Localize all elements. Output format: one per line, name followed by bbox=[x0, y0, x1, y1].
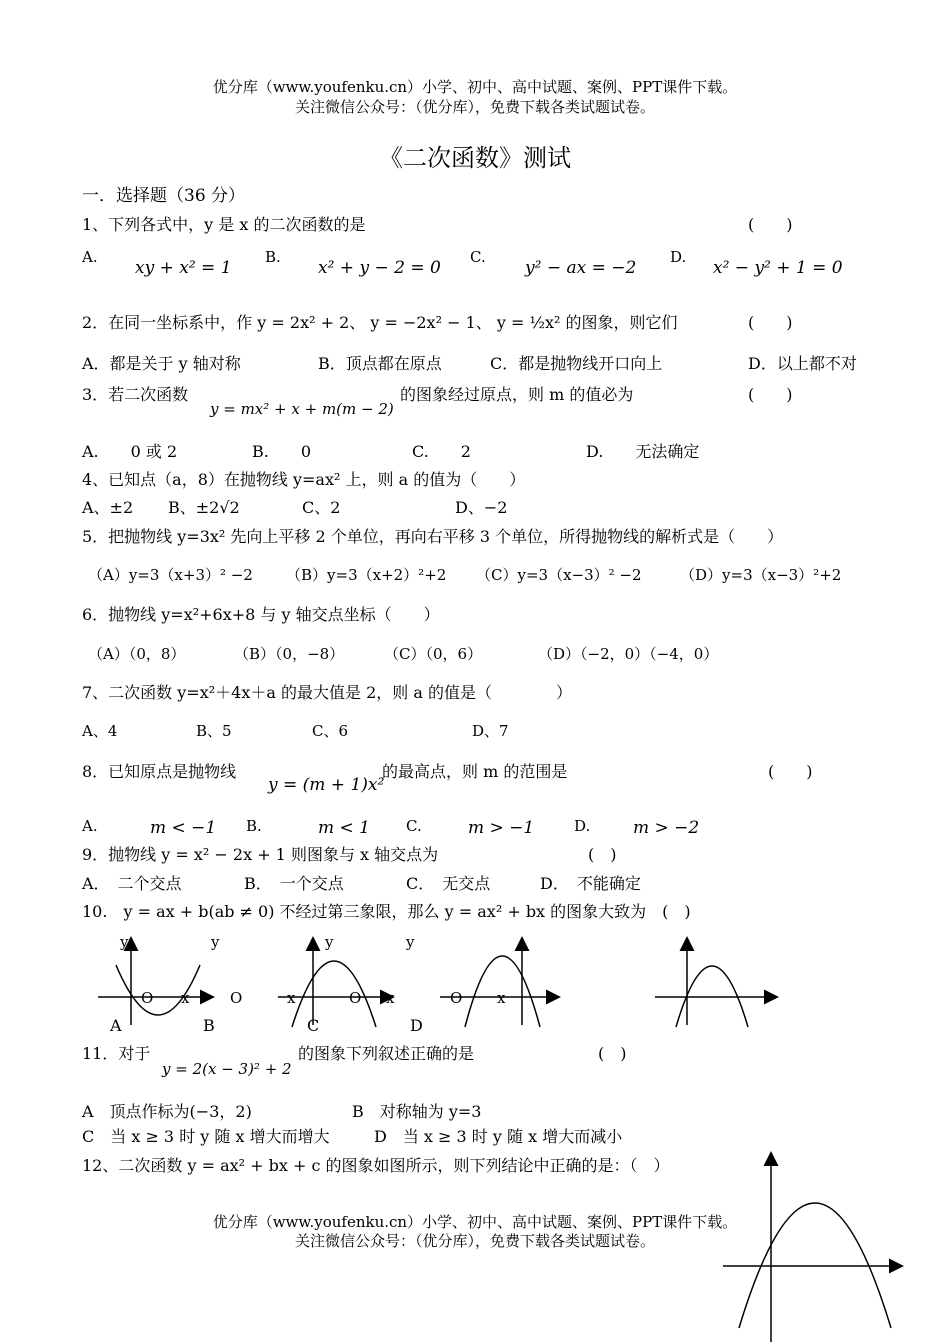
q3-option-a: A. 0 或 2 bbox=[82, 442, 178, 461]
q6-option-b: （B）（0，−8） bbox=[234, 645, 345, 663]
label-o: O bbox=[141, 989, 154, 1007]
q4-option-d: D、−2 bbox=[455, 498, 508, 517]
q11-stem: 11．对于 bbox=[82, 1044, 151, 1063]
q3-blank: ( ) bbox=[748, 385, 793, 404]
q9-option-c: C． 无交点 bbox=[406, 874, 491, 893]
label-x: x bbox=[181, 989, 190, 1007]
q8-tail: 的最高点，则 m 的范围是 bbox=[382, 762, 568, 781]
q9-option-a: A． 二个交点 bbox=[82, 874, 182, 893]
q10-stem: 10. y = ax + b(ab ≠ 0) 不经过第三象限，那么 y = ax² + bx 的图象大致为 ( ) bbox=[82, 902, 691, 921]
label-y: y bbox=[325, 933, 334, 951]
footer-line-1: 优分库（www.youfenku.cn）小学、初中、高中试题、案例、PPT课件下载。 bbox=[212, 1213, 738, 1231]
q10-graph-c bbox=[307, 933, 558, 1035]
q8-label-c: C. bbox=[406, 817, 422, 835]
label-o: O bbox=[349, 989, 362, 1007]
q8-label-b: B. bbox=[246, 817, 262, 835]
q8-expr-b: m < 1 bbox=[318, 818, 370, 838]
q10-graphs bbox=[0, 925, 950, 1040]
q3-expr: y = mx² + x + m(m − 2) bbox=[210, 400, 394, 418]
q8-expr: y = (m + 1)x² bbox=[268, 775, 385, 795]
choice-c: C bbox=[307, 1016, 320, 1035]
q1-expr-d: x² − y² + 1 = 0 bbox=[713, 258, 843, 278]
q1-blank: ( ) bbox=[748, 215, 793, 234]
q11-option-d: D 当 x ≥ 3 时 y 随 x 增大而减小 bbox=[374, 1127, 623, 1146]
label-x: x bbox=[287, 989, 296, 1007]
q8-expr-a: m < −1 bbox=[150, 818, 217, 838]
q5-option-c: （C）y=3（x−3）² −2 bbox=[476, 566, 642, 584]
q5-stem: 5．把抛物线 y=3x² 先向上平移 2 个单位，再向右平移 3 个单位，所得抛物线的解析式是（ ） bbox=[82, 527, 784, 546]
q2-option-d: D．以上都不对 bbox=[748, 354, 857, 373]
label-x: x bbox=[386, 989, 395, 1007]
q1-expr-c: y² − ax = −2 bbox=[525, 258, 637, 278]
q3-stem: 3．若二次函数 bbox=[82, 385, 189, 404]
q11-option-c: C 当 x ≥ 3 时 y 随 x 增大而增大 bbox=[82, 1127, 330, 1146]
label-x: x bbox=[497, 989, 506, 1007]
q4-option-c: C、2 bbox=[302, 498, 341, 517]
q8-label-d: D. bbox=[574, 817, 591, 835]
q7-option-d: D、7 bbox=[472, 722, 509, 740]
q1-label-a: A. bbox=[82, 248, 98, 266]
q6-option-a: （A）（0，8） bbox=[88, 645, 186, 663]
q2-option-c: C．都是抛物线开口向上 bbox=[490, 354, 663, 373]
q5-option-a: （A）y=3（x+3）² −2 bbox=[88, 566, 253, 584]
q11-expr: y = 2(x − 3)² + 2 bbox=[162, 1060, 292, 1078]
q9-option-b: B． 一个交点 bbox=[244, 874, 344, 893]
q2-option-b: B．顶点都在原点 bbox=[318, 354, 442, 373]
q7-stem: 7、二次函数 y=x²＋4x＋a 的最大值是 2，则 a 的值是（ ） bbox=[82, 683, 572, 702]
q6-stem: 6．抛物线 y=x²+6x+8 与 y 轴交点坐标（ ） bbox=[82, 605, 440, 624]
choice-a: A bbox=[110, 1016, 122, 1035]
q9-option-d: D． 不能确定 bbox=[540, 874, 641, 893]
q1-expr-a: xy + x² = 1 bbox=[135, 258, 232, 278]
q7-option-c: C、6 bbox=[312, 722, 349, 740]
header-line-1: 优分库（www.youfenku.cn）小学、初中、高中试题、案例、PPT课件下载。 bbox=[212, 78, 738, 96]
label-y: y bbox=[120, 933, 129, 951]
q2-stem: 2．在同一坐标系中，作 y = 2x² + 2、 y = −2x² − 1、 y = ½x² 的图象，则它们 bbox=[82, 313, 678, 332]
q8-expr-c: m > −1 bbox=[468, 818, 535, 838]
q7-option-a: A、4 bbox=[82, 722, 118, 740]
footer-line-2: 关注微信公众号：（优分库），免费下载各类试题试卷。 bbox=[294, 1232, 655, 1250]
q11-tail: 的图象下列叙述正确的是 bbox=[298, 1044, 475, 1063]
q1-label-b: B. bbox=[265, 248, 281, 266]
label-y: y bbox=[406, 933, 415, 951]
q12-stem: 12、二次函数 y = ax² + bx + c 的图象如图所示，则下列结论中正确的是：（ ） bbox=[82, 1156, 670, 1175]
q8-expr-d: m > −2 bbox=[633, 818, 700, 838]
q3-option-d: D. 无法确定 bbox=[586, 442, 700, 461]
choice-b: B bbox=[203, 1016, 215, 1035]
choice-d: D bbox=[410, 1016, 423, 1035]
label-o: O bbox=[450, 989, 463, 1007]
header-line-2: 关注微信公众号：（优分库），免费下载各类试题试卷。 bbox=[294, 98, 655, 116]
q8-stem: 8．已知原点是抛物线 bbox=[82, 762, 237, 781]
q4-option-b: B、±2√2 bbox=[168, 498, 240, 517]
label-o: O bbox=[230, 989, 243, 1007]
q1-label-c: C. bbox=[470, 248, 486, 266]
q3-option-c: C. 2 bbox=[412, 442, 471, 461]
q3-option-b: B. 0 bbox=[252, 442, 312, 461]
q10-graph-d bbox=[405, 933, 776, 1035]
q3-tail: 的图象经过原点，则 m 的值必为 bbox=[400, 385, 634, 404]
q5-option-d: （D）y=3（x−3）²+2 bbox=[680, 566, 842, 584]
q1-expr-b: x² + y − 2 = 0 bbox=[318, 258, 441, 278]
q9-blank: ( ) bbox=[588, 845, 617, 864]
q2-blank: ( ) bbox=[748, 313, 793, 332]
q5-option-b: （B）y=3（x+2）²+2 bbox=[286, 566, 447, 584]
q6-option-d: （D）（−2，0）（−4，0） bbox=[538, 645, 719, 663]
page-title: 《二次函数》测试 bbox=[379, 144, 571, 172]
q9-stem: 9．抛物线 y = x² − 2x + 1 则图象与 x 轴交点为 bbox=[82, 845, 439, 864]
q11-option-a: A 顶点作标为(−3，2) bbox=[82, 1102, 252, 1121]
q1-stem: 1、下列各式中，y 是 x 的二次函数的是 bbox=[82, 215, 366, 234]
q10-graph-a bbox=[98, 933, 212, 1035]
q11-blank: ( ) bbox=[598, 1044, 627, 1063]
parabola bbox=[292, 961, 376, 1027]
q4-option-a: A、±2 bbox=[82, 498, 134, 517]
label-y: y bbox=[211, 933, 220, 951]
q6-option-c: （C）（0，6） bbox=[384, 645, 483, 663]
q8-label-a: A. bbox=[82, 817, 98, 835]
q7-option-b: B、5 bbox=[196, 722, 232, 740]
q2-option-a: A．都是关于 y 轴对称 bbox=[82, 354, 241, 373]
q8-blank: ( ) bbox=[768, 762, 813, 781]
section-heading: 一．选择题（36 分） bbox=[82, 186, 246, 206]
q11-option-b: B 对称轴为 y=3 bbox=[352, 1102, 482, 1121]
q4-stem: 4、已知点（a，8）在抛物线 y=ax² 上，则 a 的值为（ ） bbox=[82, 470, 526, 489]
q10-graph-b bbox=[203, 933, 392, 1035]
q1-label-d: D. bbox=[670, 248, 687, 266]
